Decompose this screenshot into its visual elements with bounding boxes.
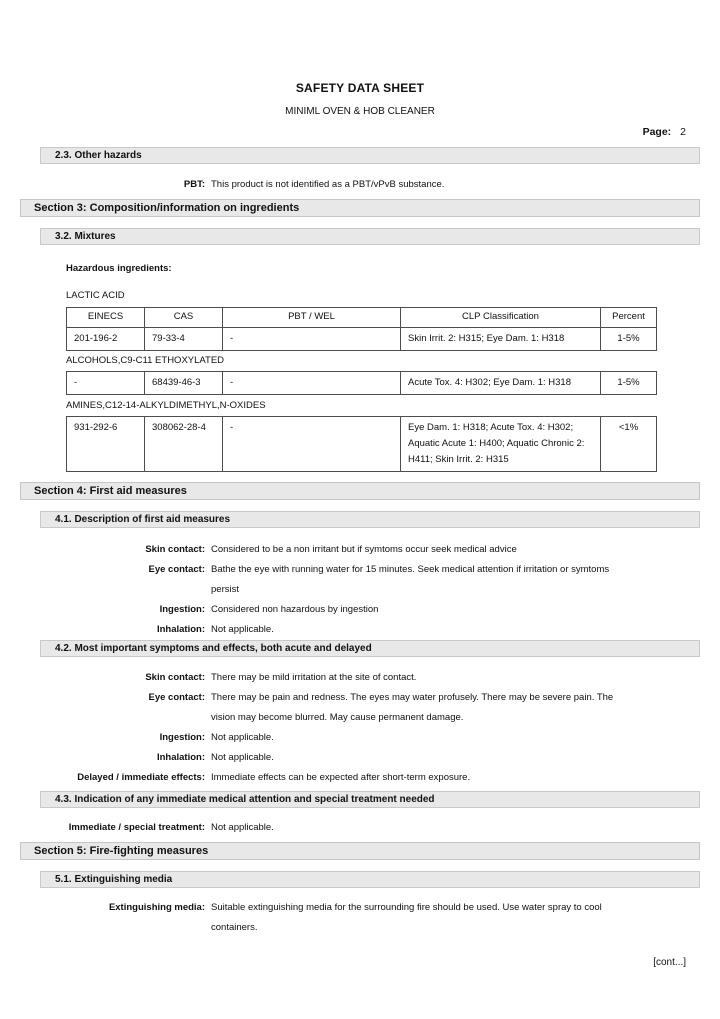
cell-pbt-wel: - bbox=[223, 417, 401, 472]
row-ingestion bbox=[0, 600, 680, 620]
row-label: Skin contact: bbox=[145, 672, 205, 683]
heading-section-5-label: Section 5: Fire-fighting measures bbox=[34, 845, 209, 857]
row-eye-contact bbox=[0, 560, 680, 600]
first-aid-4-1-rows bbox=[0, 540, 680, 640]
row-delayed-immediate-effects bbox=[0, 768, 680, 788]
row-extinguishing-media bbox=[0, 898, 680, 938]
row-value: Not applicable. bbox=[211, 624, 274, 635]
page-number: 2 bbox=[680, 126, 686, 138]
cell-clp: Eye Dam. 1: H318; Acute Tox. 4: H302; Aquatic Acute 1: H400; Aquatic Chronic 2: H411; Skin Irrit. 2: H315 bbox=[401, 417, 601, 472]
row-skin-contact bbox=[0, 668, 680, 688]
product-name: MINIML OVEN & HOB CLEANER bbox=[285, 106, 435, 117]
row-inhalation bbox=[0, 748, 680, 768]
heading-section-4 bbox=[20, 482, 700, 500]
row-eye-contact bbox=[0, 688, 680, 728]
row-value: There may be pain and redness. The eyes may water profusely. There may be severe pain. The vision may become blurred. May cause permanent damage. bbox=[211, 692, 614, 723]
col-header-einecs: EINECS bbox=[67, 308, 145, 328]
cell-einecs: - bbox=[67, 372, 145, 395]
cell-einecs: 931-292-6 bbox=[67, 417, 145, 472]
page-indicator bbox=[643, 126, 686, 138]
cell-clp: Skin Irrit. 2: H315; Eye Dam. 1: H318 bbox=[401, 328, 601, 351]
pbt-row bbox=[0, 175, 680, 195]
table-row bbox=[67, 417, 657, 472]
col-header-clp: CLP Classification bbox=[401, 308, 601, 328]
col-header-pbt-wel: PBT / WEL bbox=[223, 308, 401, 328]
row-label: Inhalation: bbox=[156, 752, 205, 763]
page-label: Page: bbox=[642, 126, 672, 138]
cell-cas: 68439-46-3 bbox=[145, 372, 223, 395]
cell-percent: 1-5% bbox=[601, 328, 657, 351]
heading-3-2-label: 3.2. Mixtures bbox=[55, 231, 116, 242]
cell-percent: <1% bbox=[601, 417, 657, 472]
heading-4-3 bbox=[40, 791, 700, 808]
heading-section-3-label: Section 3: Composition/information on ingredients bbox=[34, 202, 300, 214]
ingredient-name-amines: AMINES,C12-14-ALKYLDIMETHYL,N-OXIDES bbox=[66, 400, 266, 411]
ingredient-table-alcohols bbox=[66, 371, 657, 395]
pbt-label: PBT: bbox=[183, 179, 205, 190]
col-header-percent: Percent bbox=[601, 308, 657, 328]
heading-5-1-label: 5.1. Extinguishing media bbox=[55, 874, 173, 885]
heading-2-3-label: 2.3. Other hazards bbox=[55, 150, 142, 161]
row-value: Not applicable. bbox=[211, 752, 274, 763]
row-label: Ingestion: bbox=[159, 604, 205, 615]
row-value: Suitable extinguishing media for the surrounding fire should be used. Use water spray to cool containers. bbox=[211, 902, 602, 933]
row-value: Not applicable. bbox=[211, 822, 274, 833]
row-value: Considered to be a non irritant but if symtoms occur seek medical advice bbox=[211, 544, 517, 555]
cell-percent: 1-5% bbox=[601, 372, 657, 395]
row-label: Eye contact: bbox=[148, 692, 205, 703]
first-aid-4-2-rows bbox=[0, 668, 680, 788]
row-label: Eye contact: bbox=[148, 564, 205, 575]
heading-4-3-label: 4.3. Indication of any immediate medical attention and special treatment needed bbox=[55, 794, 435, 805]
row-label: Inhalation: bbox=[156, 624, 205, 635]
continued-note: [cont...] bbox=[653, 957, 686, 968]
ingredient-table-lactic-acid bbox=[66, 307, 657, 351]
cell-pbt-wel: - bbox=[223, 372, 401, 395]
pbt-value: This product is not identified as a PBT/vPvB substance. bbox=[211, 179, 445, 190]
cell-cas: 308062-28-4 bbox=[145, 417, 223, 472]
row-label: Skin contact: bbox=[145, 544, 205, 555]
row-ingestion bbox=[0, 728, 680, 748]
ingredient-name-lactic-acid: LACTIC ACID bbox=[66, 290, 125, 301]
row-value: Not applicable. bbox=[211, 732, 274, 743]
heading-section-3 bbox=[20, 199, 700, 217]
heading-4-2-label: 4.2. Most important symptoms and effects, both acute and delayed bbox=[55, 643, 372, 654]
row-value: Bathe the eye with running water for 15 minutes. Seek medical attention if irritation or symtoms persist bbox=[211, 564, 610, 595]
pbt-group bbox=[0, 175, 680, 195]
table-row bbox=[67, 372, 657, 395]
heading-2-3-other-hazards bbox=[40, 147, 700, 164]
ingredient-name-alcohols: ALCOHOLS,C9-C11 ETHOXYLATED bbox=[66, 355, 225, 366]
table-row bbox=[67, 328, 657, 351]
heading-section-5 bbox=[20, 842, 700, 860]
row-value: Immediate effects can be expected after short-term exposure. bbox=[211, 772, 471, 783]
row-immediate-special-treatment bbox=[0, 818, 680, 838]
cell-pbt-wel: - bbox=[223, 328, 401, 351]
first-aid-4-3-rows bbox=[0, 818, 680, 838]
heading-4-1-label: 4.1. Description of first aid measures bbox=[55, 514, 231, 525]
row-label: Ingestion: bbox=[159, 732, 205, 743]
heading-3-2-mixtures bbox=[40, 228, 700, 245]
row-value: Considered non hazardous by ingestion bbox=[211, 604, 379, 615]
heading-4-1 bbox=[40, 511, 700, 528]
document-title: SAFETY DATA SHEET bbox=[295, 81, 425, 95]
ingredient-table-amines bbox=[66, 416, 657, 472]
hazardous-ingredients-label: Hazardous ingredients: bbox=[66, 263, 172, 274]
row-inhalation bbox=[0, 620, 680, 640]
cell-einecs: 201-196-2 bbox=[67, 328, 145, 351]
cell-clp: Acute Tox. 4: H302; Eye Dam. 1: H318 bbox=[401, 372, 601, 395]
heading-4-2 bbox=[40, 640, 700, 657]
table-header-row bbox=[67, 308, 657, 328]
col-header-cas: CAS bbox=[145, 308, 223, 328]
row-skin-contact bbox=[0, 540, 680, 560]
heading-section-4-label: Section 4: First aid measures bbox=[34, 485, 187, 497]
fire-fighting-5-1-rows bbox=[0, 898, 680, 938]
heading-5-1 bbox=[40, 871, 700, 888]
row-label: Delayed / immediate effects: bbox=[77, 772, 205, 783]
cell-cas: 79-33-4 bbox=[145, 328, 223, 351]
row-label: Extinguishing media: bbox=[108, 902, 205, 913]
row-label: Immediate / special treatment: bbox=[68, 822, 205, 833]
row-value: There may be mild irritation at the site of contact. bbox=[211, 672, 417, 683]
